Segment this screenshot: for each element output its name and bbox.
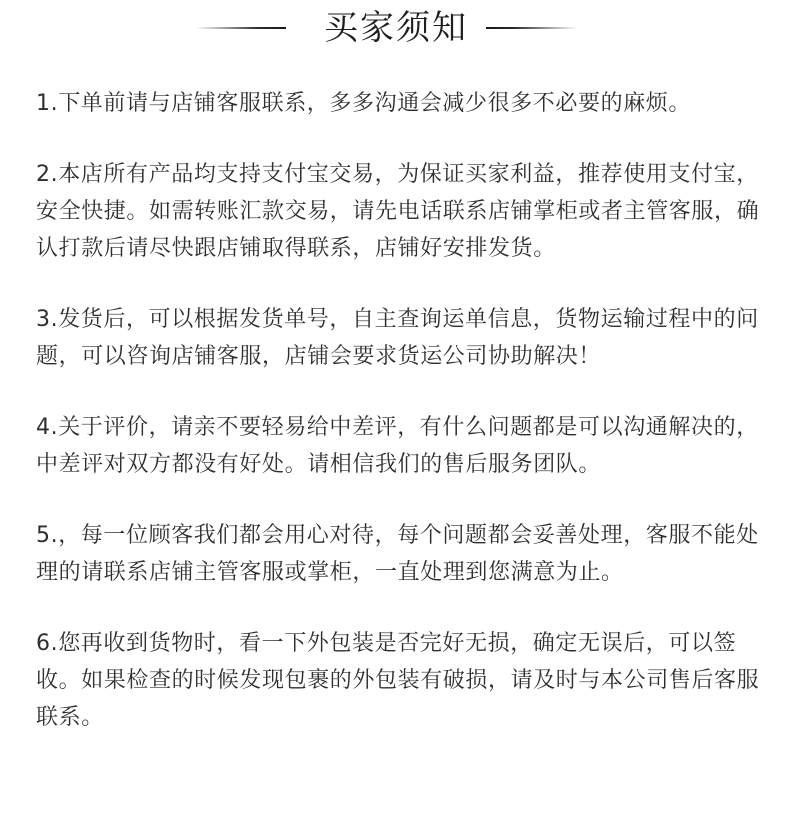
notice-item-4: 4.关于评价，请亲不要轻易给中差评，有什么问题都是可以沟通解决的，中差评对双方都没有好处。请相信我们的售后服务团队。	[36, 415, 759, 477]
notice-item-1: 1.下单前请与店铺客服联系，多多沟通会减少很多不必要的麻烦。	[36, 91, 691, 116]
notice-item-2: 2.本店所有产品均支持支付宝交易，为保证买家利益，推荐使用支付宝，安全快捷。如需转账汇款交易，请先电话联系店铺掌柜或者主管客服，确认打款后请尽快跟店铺取得联系，店铺好安排发货。	[36, 162, 760, 261]
notice-item-5: 5.，每一位顾客我们都会用心对待，每个问题都会妥善处理，客服不能处理的请联系店铺主管客服或掌柜，一直处理到您满意为止。	[36, 523, 759, 585]
page-title: 买家须知	[324, 8, 468, 48]
notice-list	[36, 85, 776, 770]
notice-item-3: 3.发货后，可以根据发货单号，自主查询运单信息，货物运输过程中的问题，可以咨询店铺客服，店铺会要求货运公司协助解决！	[36, 307, 759, 369]
notice-item-6: 6.您再收到货物时，看一下外包装是否完好无损，确定无误后，可以签收。如果检查的时候发现包裹的外包装有破损，请及时与本公司售后客服联系。	[36, 631, 760, 730]
page-header	[0, 0, 792, 56]
header-divider-right	[486, 27, 578, 29]
